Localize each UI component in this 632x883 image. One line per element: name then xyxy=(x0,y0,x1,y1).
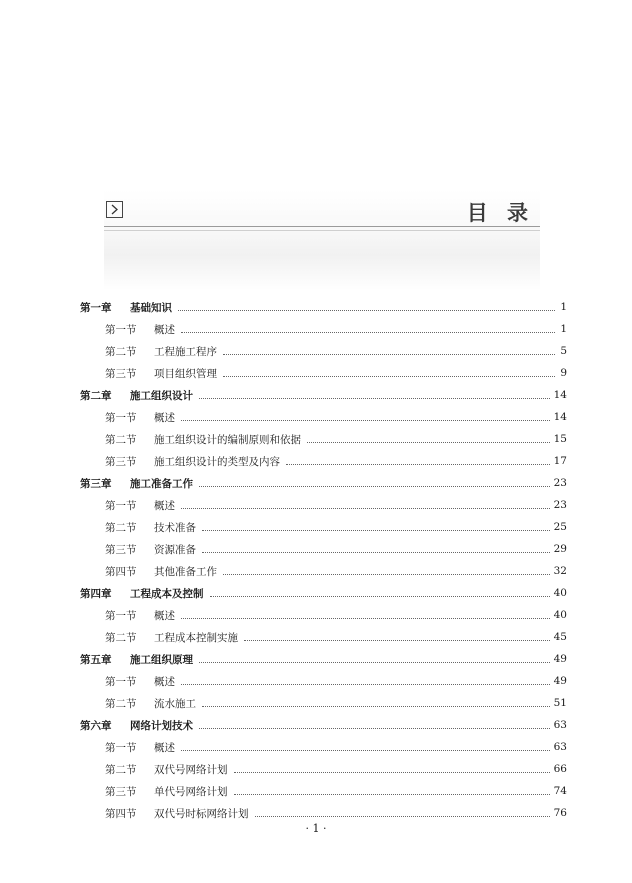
table-of-contents xyxy=(80,296,567,824)
section-title: 技术准备 xyxy=(154,521,196,534)
toc-section-entry[interactable] xyxy=(80,670,567,692)
section-number: 第三节 xyxy=(105,785,137,798)
dot-leader xyxy=(199,398,550,399)
dot-leader xyxy=(199,662,550,663)
page-ref: 25 xyxy=(553,521,567,533)
page-title: 目 录 xyxy=(466,201,534,225)
toc-chapter-entry[interactable] xyxy=(80,472,567,494)
toc-section-entry[interactable] xyxy=(80,780,567,802)
dot-leader xyxy=(202,706,550,707)
section-number: 第四节 xyxy=(105,807,137,820)
section-title: 工程施工程序 xyxy=(154,345,217,358)
dot-leader xyxy=(223,376,555,377)
page-ref: 51 xyxy=(553,697,567,709)
toc-section-entry[interactable] xyxy=(80,538,567,560)
page-ref: 49 xyxy=(553,675,567,687)
page-ref: 1 xyxy=(560,301,567,313)
section-title: 概述 xyxy=(154,499,175,512)
dot-leader xyxy=(244,640,550,641)
toc-section-entry[interactable] xyxy=(80,450,567,472)
section-number: 第一节 xyxy=(105,323,137,336)
page-ref: 14 xyxy=(553,411,567,423)
toc-chapter-entry[interactable] xyxy=(80,714,567,736)
section-title: 其他准备工作 xyxy=(154,565,217,578)
section-number: 第三节 xyxy=(105,367,137,380)
chapter-title: 施工组织设计 xyxy=(130,389,193,402)
section-number: 第二节 xyxy=(105,433,137,446)
dot-leader xyxy=(199,728,550,729)
title-rule-secondary xyxy=(104,230,540,231)
dot-leader xyxy=(181,618,550,619)
toc-chapter-entry[interactable] xyxy=(80,296,567,318)
section-title: 双代号时标网络计划 xyxy=(154,807,249,820)
toc-section-entry[interactable] xyxy=(80,362,567,384)
section-number: 第三节 xyxy=(105,543,137,556)
arrow-right-icon xyxy=(106,201,123,218)
toc-section-entry[interactable] xyxy=(80,736,567,758)
toc-section-entry[interactable] xyxy=(80,626,567,648)
chapter-title: 网络计划技术 xyxy=(130,719,193,732)
section-title: 概述 xyxy=(154,675,175,688)
dot-leader xyxy=(178,310,555,311)
section-title: 概述 xyxy=(154,323,175,336)
chapter-number: 第六章 xyxy=(80,719,112,732)
section-title: 单代号网络计划 xyxy=(154,785,228,798)
section-title: 资源准备 xyxy=(154,543,196,556)
chapter-number: 第五章 xyxy=(80,653,112,666)
dot-leader xyxy=(181,750,550,751)
page-ref: 32 xyxy=(553,565,567,577)
dot-leader xyxy=(223,354,555,355)
page-ref: 15 xyxy=(553,433,567,445)
section-title: 施工组织设计的类型及内容 xyxy=(154,455,280,468)
page-ref: 45 xyxy=(553,631,567,643)
chapter-number: 第三章 xyxy=(80,477,112,490)
page-ref: 76 xyxy=(553,807,567,819)
section-number: 第二节 xyxy=(105,345,137,358)
chapter-number: 第一章 xyxy=(80,301,112,314)
page-ref: 29 xyxy=(553,543,567,555)
page-ref: 66 xyxy=(553,763,567,775)
dot-leader xyxy=(202,530,550,531)
page-ref: 9 xyxy=(560,367,567,379)
page-ref: 1 xyxy=(560,323,567,335)
toc-section-entry[interactable] xyxy=(80,406,567,428)
page-ref: 63 xyxy=(553,741,567,753)
dot-leader xyxy=(181,508,550,509)
toc-section-entry[interactable] xyxy=(80,516,567,538)
section-title: 工程成本控制实施 xyxy=(154,631,238,644)
page-ref: 40 xyxy=(553,609,567,621)
dot-leader xyxy=(181,420,550,421)
section-title: 流水施工 xyxy=(154,697,196,710)
section-title: 概述 xyxy=(154,609,175,622)
toc-chapter-entry[interactable] xyxy=(80,582,567,604)
dot-leader xyxy=(307,442,550,443)
page-ref: 5 xyxy=(560,345,567,357)
dot-leader xyxy=(234,772,550,773)
page-ref: 74 xyxy=(553,785,567,797)
dot-leader xyxy=(181,684,550,685)
page-ref: 63 xyxy=(553,719,567,731)
section-number: 第四节 xyxy=(105,565,137,578)
dot-leader xyxy=(286,464,550,465)
section-number: 第二节 xyxy=(105,521,137,534)
chapter-number: 第二章 xyxy=(80,389,112,402)
page-ref: 23 xyxy=(553,499,567,511)
section-number: 第一节 xyxy=(105,411,137,424)
section-title: 概述 xyxy=(154,411,175,424)
section-number: 第一节 xyxy=(105,499,137,512)
dot-leader xyxy=(223,574,550,575)
section-number: 第二节 xyxy=(105,697,137,710)
toc-section-entry[interactable] xyxy=(80,318,567,340)
section-title: 概述 xyxy=(154,741,175,754)
section-number: 第一节 xyxy=(105,675,137,688)
page-ref: 14 xyxy=(553,389,567,401)
section-title: 双代号网络计划 xyxy=(154,763,228,776)
dot-leader xyxy=(210,596,550,597)
page-ref: 23 xyxy=(553,477,567,489)
dot-leader xyxy=(234,794,550,795)
toc-section-entry[interactable] xyxy=(80,802,567,824)
dot-leader xyxy=(202,552,550,553)
toc-section-entry[interactable] xyxy=(80,428,567,450)
page-ref: 49 xyxy=(553,653,567,665)
toc-section-entry[interactable] xyxy=(80,692,567,714)
chapter-number: 第四章 xyxy=(80,587,112,600)
toc-section-entry[interactable] xyxy=(80,560,567,582)
title-rule xyxy=(104,226,540,227)
chapter-title: 施工准备工作 xyxy=(130,477,193,490)
section-number: 第二节 xyxy=(105,631,137,644)
section-number: 第一节 xyxy=(105,741,137,754)
section-number: 第一节 xyxy=(105,609,137,622)
toc-section-entry[interactable] xyxy=(80,494,567,516)
dot-leader xyxy=(181,332,555,333)
section-title: 施工组织设计的编制原则和依据 xyxy=(154,433,301,446)
toc-section-entry[interactable] xyxy=(80,758,567,780)
toc-chapter-entry[interactable] xyxy=(80,384,567,406)
page-ref: 40 xyxy=(553,587,567,599)
toc-chapter-entry[interactable] xyxy=(80,648,567,670)
section-number: 第三节 xyxy=(105,455,137,468)
page-ref: 17 xyxy=(553,455,567,467)
section-number: 第二节 xyxy=(105,763,137,776)
section-title: 项目组织管理 xyxy=(154,367,217,380)
page-number: · 1 · xyxy=(305,822,327,835)
toc-section-entry[interactable] xyxy=(80,604,567,626)
dot-leader xyxy=(199,486,550,487)
dot-leader xyxy=(255,816,550,817)
chapter-title: 基础知识 xyxy=(130,301,172,314)
chapter-title: 施工组织原理 xyxy=(130,653,193,666)
toc-section-entry[interactable] xyxy=(80,340,567,362)
chapter-title: 工程成本及控制 xyxy=(130,587,204,600)
